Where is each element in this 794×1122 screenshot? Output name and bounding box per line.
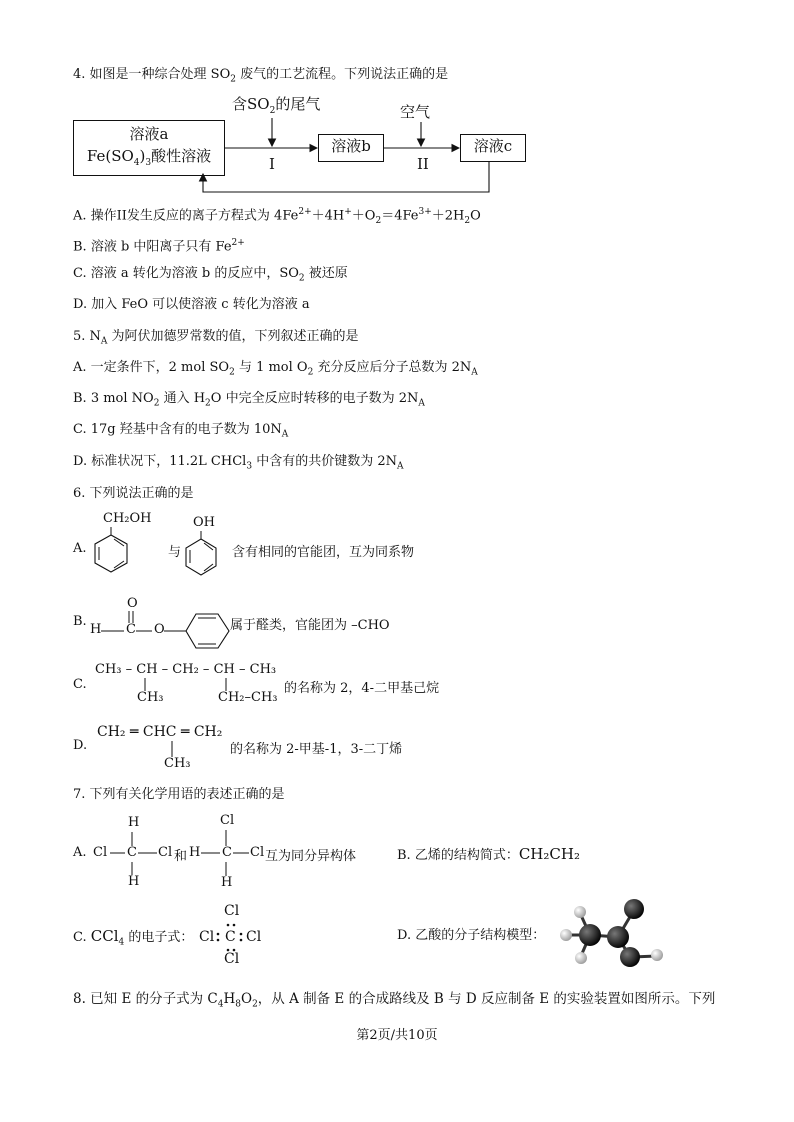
q7-a2-c: C — [222, 845, 232, 860]
q6-d-top: CH₂ ═ CHC ═ CH₂ — [97, 724, 223, 740]
q6-a-label: A. — [73, 541, 87, 556]
q6-c-bottom-left: CH₃ — [137, 690, 164, 705]
q6-a-ch2oh: CH₂OH — [103, 511, 152, 526]
q7-c-label: C. CCl$_4$ 的电子式： — [73, 927, 194, 948]
q7-a-h-top: H — [128, 815, 140, 830]
q6-d-text: 的名称为 2-甲基-1，3-二丁烯 — [230, 742, 403, 757]
atom-h3 — [575, 952, 587, 964]
q6-a-text: 含有相同的官能团，互为同系物 — [232, 545, 415, 560]
atom-o2 — [620, 947, 640, 967]
q5-option-b: B. 3 mol $NO_2$ 通入 $H_2O$ 中完全反应时转移的电子数为 $2N_A$ — [73, 391, 425, 409]
q4-option-a: A. 操作II发生反应的离子方程式为 $4Fe^{2+}+4H^++O_2=4Fe^{3+}+2H_2O$ — [73, 207, 481, 226]
q4-option-c: C. 溶液 a 转化为溶液 b 的反应中，$SO_2$ 被还原 — [73, 266, 348, 284]
q7-option-b: B. 乙烯的结构简式：CH₂CH₂ — [397, 845, 580, 863]
q6-b-o: O — [154, 622, 165, 637]
q6-c-top: CH₃ – CH – CH₂ – CH – CH₃ — [95, 662, 277, 677]
q6-b-label: B. — [73, 614, 87, 629]
q7-c-c: C — [225, 929, 236, 945]
flow-input-so2: 含$SO_2$的尾气 — [232, 95, 321, 116]
q6-c-text: 的名称为 2，4-二甲基己烷 — [284, 681, 440, 696]
atom-h1 — [574, 906, 586, 918]
atom-c1 — [579, 924, 601, 946]
q7-a-and: 和 — [174, 849, 188, 864]
q7-a2-h-left: H — [189, 845, 201, 860]
q7-option-d: D. 乙酸的分子结构模型： — [397, 928, 546, 943]
q5-option-a: A. 一定条件下，2 mol $SO_2$ 与 1 mol $O_2$ 充分反应后分子总数为 $2N_A$ — [73, 360, 478, 378]
atom-h2 — [560, 929, 572, 941]
flow-box-a: 溶液a $Fe(SO_4)_3$酸性溶液 — [73, 120, 225, 176]
q7-a-h-bottom: H — [128, 874, 140, 889]
q4-option-b: B. 溶液 b 中阳离子只有 $Fe^{2+}$ — [73, 238, 245, 255]
flow-box-c: 溶液c — [460, 134, 526, 162]
q4-option-d: D. 加入 FeO 可以使溶液 c 转化为溶液 a — [73, 297, 310, 312]
atom-c2 — [607, 926, 629, 948]
q6-a-oh: OH — [193, 515, 215, 530]
q6-b-o-top: O — [127, 596, 138, 611]
q7-stem: 7. 下列有关化学用语的表述正确的是 — [73, 787, 285, 802]
q6-d-label: D. — [73, 738, 88, 753]
q7-c-cl-bottom: Cl — [224, 951, 240, 967]
atom-h4 — [651, 949, 663, 961]
q8-stem: 8. 已知 E 的分子式为 $C_4H_8O_2$，从 A 制备 E 的合成路线及 B 与 D 反应制备 E 的实验装置如图所示。下列 — [73, 991, 716, 1010]
flow-step-2: II — [417, 155, 429, 173]
q7-c-cl-right: Cl — [246, 929, 262, 945]
q7-a-label: A. — [73, 845, 87, 860]
q5-option-c: C. 17g 羟基中含有的电子数为 $10N_A$ — [73, 422, 289, 440]
q7-a2-cl-top: Cl — [220, 813, 235, 828]
atom-o1 — [624, 899, 644, 919]
q7-a-cl-left: Cl — [93, 845, 108, 860]
q7-c-cl-top: Cl — [224, 903, 240, 919]
q7-a-text: 互为同分异构体 — [265, 849, 357, 864]
q6-c-bottom-right: CH₂–CH₃ — [218, 690, 278, 705]
q6-b-h: H — [90, 622, 102, 637]
flow-box-b: 溶液b — [318, 134, 384, 162]
q7-a-c1: C — [127, 845, 137, 860]
q6-b-c: C — [126, 622, 136, 637]
q7-c-cl-left: Cl — [199, 929, 215, 945]
q5-stem: 5. $N_A$ 为阿伏加德罗常数的值，下列叙述正确的是 — [73, 329, 359, 347]
q6-b-text: 属于醛类，官能团为 –CHO — [230, 618, 390, 633]
q7-a-cl-right: Cl — [158, 845, 173, 860]
q6-d-bottom: CH₃ — [164, 756, 191, 771]
page-footer: 第2页/共10页 — [356, 1028, 438, 1043]
q5-option-d: D. 标准状况下，11.2L CHCl$_3$ 中含有的共价键数为 $2N_A$ — [73, 454, 404, 472]
q7-a2-h-bottom: H — [221, 875, 233, 890]
q6-stem: 6. 下列说法正确的是 — [73, 486, 194, 501]
q6-a-with: 与 — [168, 545, 182, 560]
q6-c-label: C. — [73, 677, 87, 692]
flow-step-1: I — [269, 155, 275, 173]
q7-a2-cl-right: Cl — [250, 845, 265, 860]
q4-stem: 4. 如图是一种综合处理 $SO_2$ 废气的工艺流程。下列说法正确的是 — [73, 67, 449, 85]
flow-input-air: 空气 — [400, 103, 431, 121]
